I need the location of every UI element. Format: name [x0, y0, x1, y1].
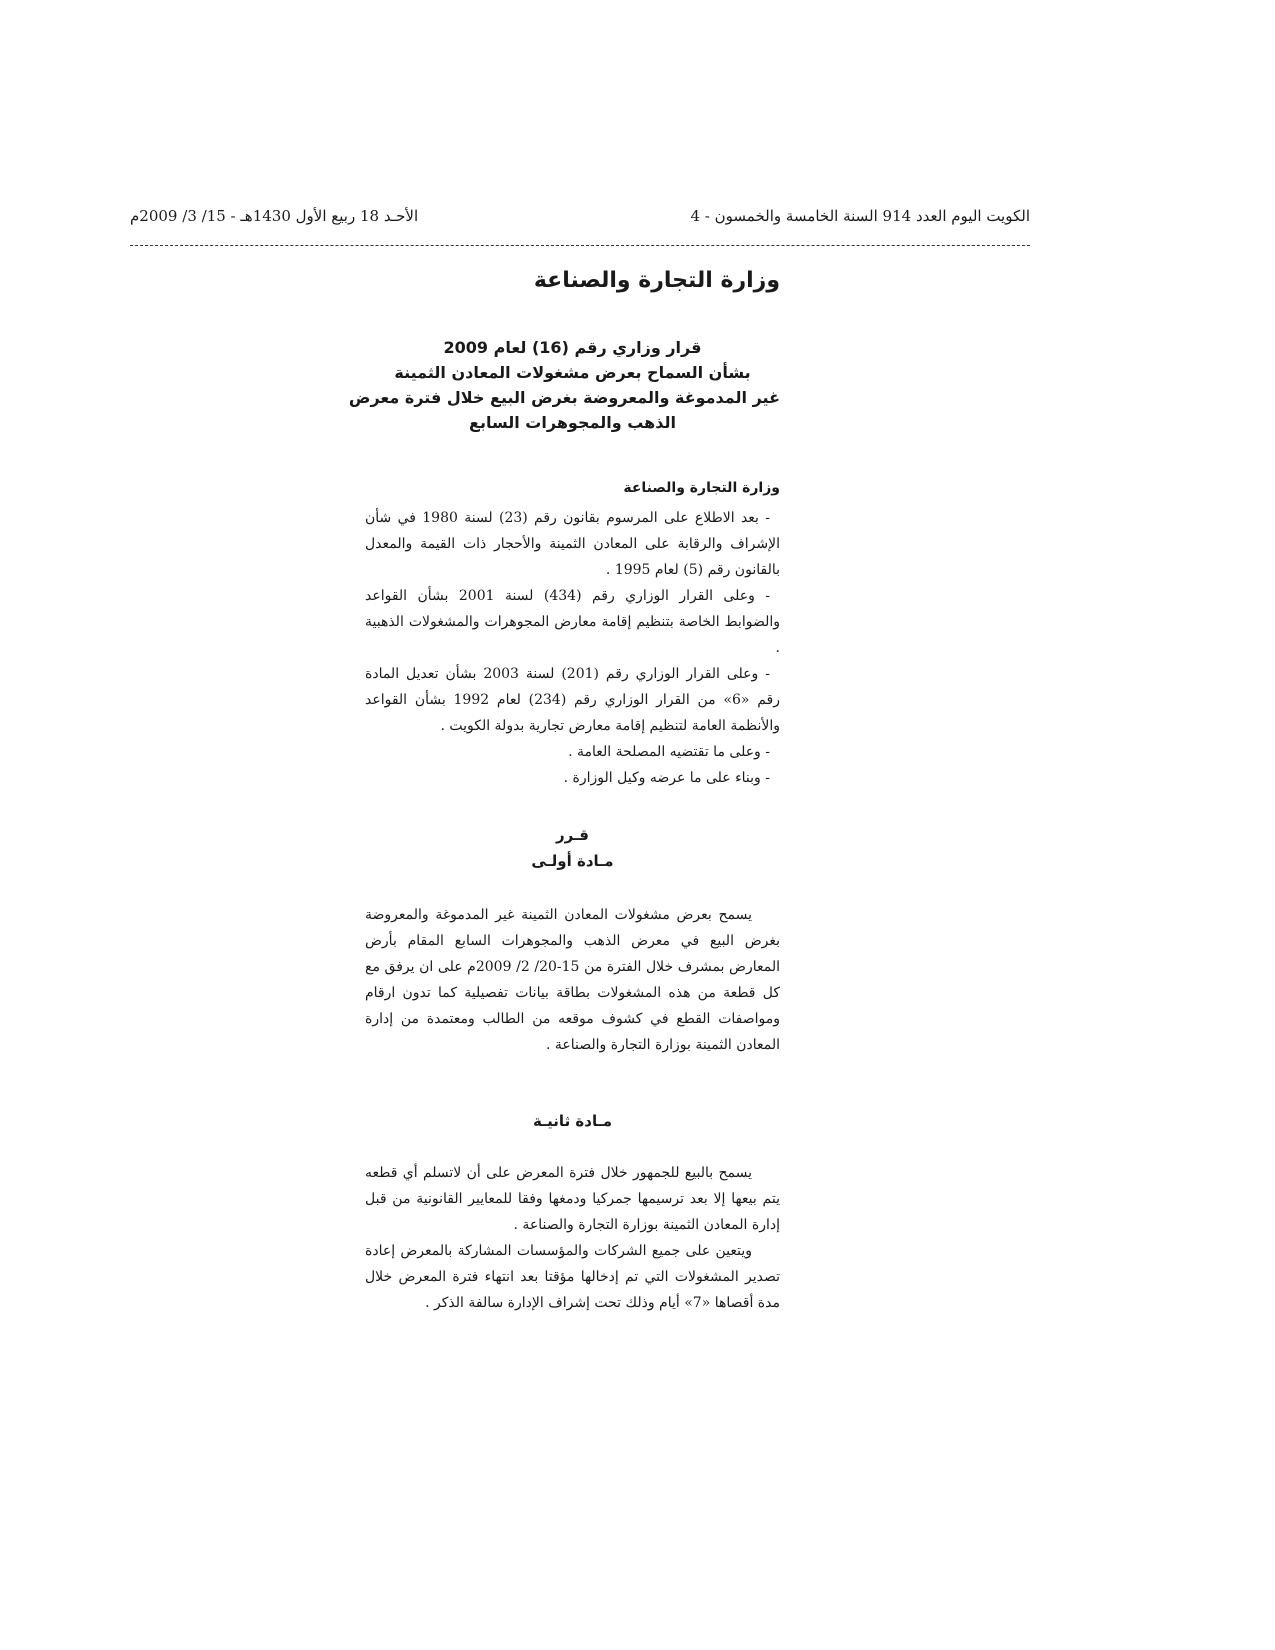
ministry-title: وزارة التجارة والصناعة [533, 268, 780, 293]
preamble [365, 505, 780, 791]
page-header [130, 207, 1030, 237]
decision-title-line: الذهب والمجوهرات السابع [469, 413, 676, 432]
header-divider [130, 245, 1030, 246]
preamble-item: - وعلى القرار الوزاري رقم (434) لسنة 2001 بشأن القواعد والضوابط الخاصة بتنظيم إقامة معارض المجوهرات والمشغولات الذهبية . [365, 588, 780, 656]
issuing-authority: وزارة التجارة والصناعة [623, 480, 780, 496]
article2-body [365, 1160, 780, 1316]
decision-title-line: غير المدموغة والمعروضة بغرض البيع خلال فترة معرض [348, 388, 780, 407]
gazette-issue-info: الكويت اليوم العدد 914 السنة الخامسة والخمسون - 4 [690, 207, 1030, 225]
article1-text: يسمح بعرض مشغولات المعادن الثمينة غير المدموغة والمعروضة بغرض البيع في معرض الذهب والمجوهرات السابع المقام بأرض المعارض بمشرف خلال الفترة من 15-20/ 2/ 2009م على ان يرفق مع كل قطعة من هذه المشغولات بطاقة بيانات تفصيلية كما تدون ارقام ومواصفات القطع في كشوف موقعه من الطالب ومعتمدة من إدارة المعادن الثمينة بوزارة التجارة والصناعة . [365, 907, 781, 1053]
preamble-item: - وعلى القرار الوزاري رقم (201) لسنة 2003 بشأن تعديل المادة رقم «6» من القرار الوزاري رقم (234) لعام 1992 بشأن القواعد والأنظمة العامة لتنظيم إقامة معارض تجارية بدولة الكويت . [365, 666, 780, 734]
article2-paragraph: ويتعين على جميع الشركات والمؤسسات المشاركة بالمعرض إعادة تصدير المشغولات التي تم إدخالها مؤقتا بعد انتهاء فترة المعرض خلال مدة أقصاها «7» أيام وذلك تحت إشراف الإدارة سالفة الذكر . [365, 1243, 780, 1311]
decision-title [348, 335, 780, 435]
article1-body [365, 902, 780, 1058]
decision-title-line: بشأن السماح بعرض مشغولات المعادن الثمينة [394, 363, 751, 382]
article2-heading: مـادة ثانيـة [532, 1112, 613, 1130]
preamble-item: - وبناء على ما عرضه وكيل الوزارة . [563, 770, 770, 786]
article2-paragraph: يسمح بالبيع للجمهور خلال فترة المعرض على أن لاتسلم أي قطعه يتم بيعها إلا بعد ترسيمها جمركيا ودمغها وفقا للمعايير القانونية من قبل إدارة المعادن الثمينة بوزارة التجارة والصناعة . [365, 1165, 780, 1233]
decision-title-line: قرار وزاري رقم (16) لعام 2009 [443, 338, 702, 357]
preamble-item: - بعد الاطلاع على المرسوم بقانون رقم (23) لسنة 1980 في شأن الإشراف والرقابة على المعادن الثمينة والأحجار ذات القيمة والمعدل بالقانون رقم (5) لعام 1995 . [365, 510, 780, 578]
decided-heading: قـرر [556, 826, 589, 844]
preamble-item: - وعلى ما تقتضيه المصلحة العامة . [568, 744, 770, 760]
article1-heading: مـادة أولـى [531, 852, 614, 870]
gazette-date: الأحـد 18 ربيع الأول 1430هـ - 15/ 3/ 2009م [130, 207, 419, 225]
